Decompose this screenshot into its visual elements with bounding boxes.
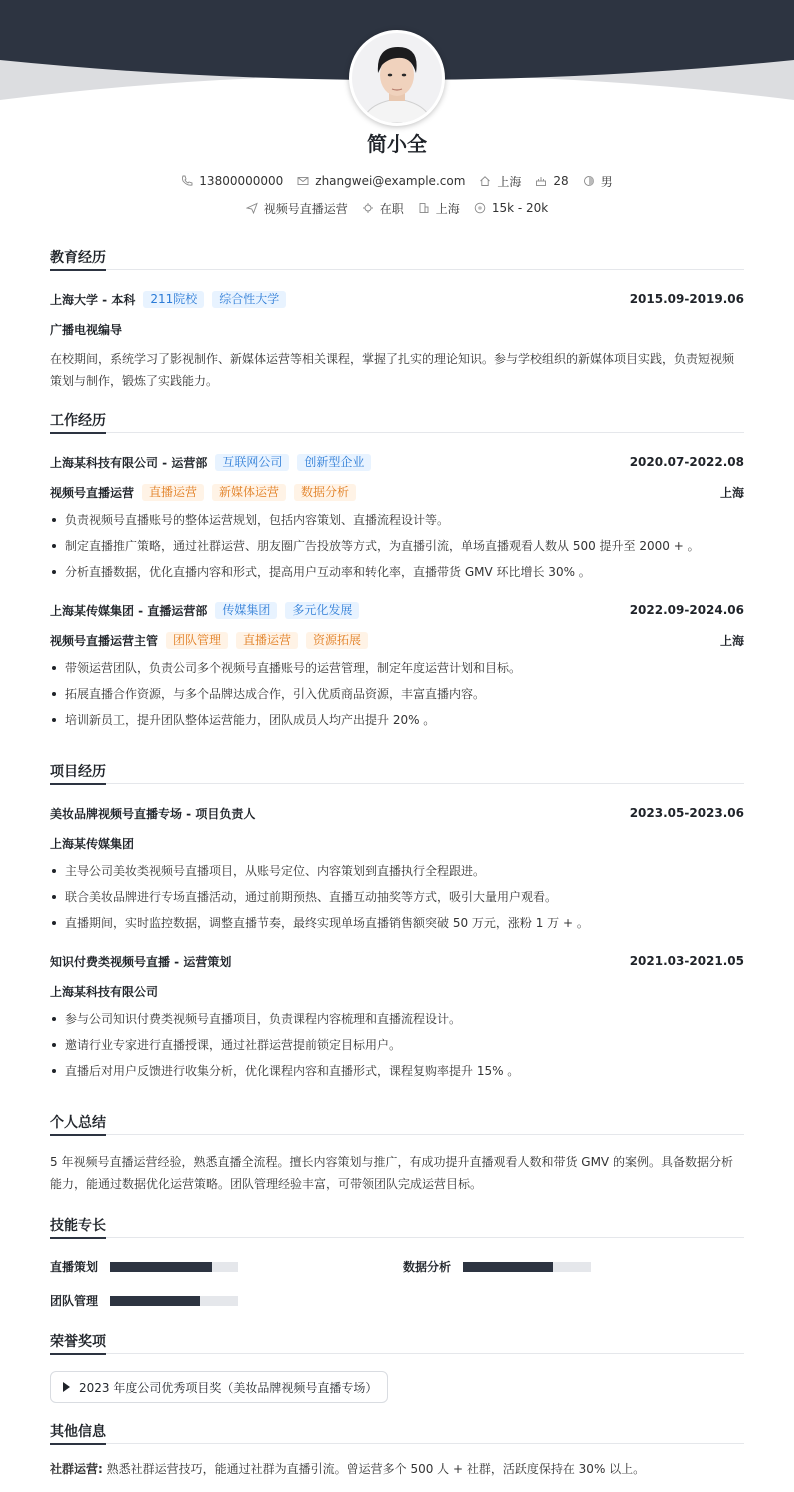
- avatar: [349, 30, 445, 126]
- section-title: 项目经历: [50, 762, 744, 784]
- education-description: 在校期间，系统学习了影视制作、新媒体运营等相关课程，掌握了扎实的理论知识。参与学校组织的新媒体项目实践，负责短视频策划与制作，锻炼了实践能力。: [50, 352, 735, 388]
- list-item: 拓展直播合作资源，与多个品牌达成合作，引入优质商品资源，丰富直播内容。: [50, 681, 744, 707]
- skill-bar: [463, 1262, 591, 1272]
- project-bullets: [50, 1006, 744, 1084]
- role-tag: 新媒体运营: [212, 484, 286, 501]
- intent-position: [246, 199, 348, 217]
- work-bullets: [50, 507, 744, 585]
- other-section: [50, 1422, 744, 1480]
- work-role-row: [50, 625, 744, 655]
- role-tag: 数据分析: [294, 484, 356, 501]
- cake-icon: [535, 175, 547, 187]
- candidate-name: 简小全: [367, 132, 427, 156]
- section-title: 其他信息: [50, 1422, 744, 1444]
- project-item: [50, 798, 744, 936]
- award-item[interactable]: [50, 1371, 388, 1403]
- education-section: [50, 248, 744, 392]
- work-role-row: [50, 477, 744, 507]
- avatar-portrait-icon: [352, 33, 442, 123]
- intent-status: [362, 199, 404, 217]
- building-icon: [418, 202, 430, 214]
- list-item: 负责视频号直播账号的整体运营规划，包括内容策划、直播流程设计等。: [50, 507, 744, 533]
- list-item: 联合美妆品牌进行专场直播活动，通过前期预热、直播互动抽奖等方式，吸引大量用户观看。: [50, 884, 744, 910]
- project-org-row: [50, 828, 744, 858]
- phone-icon: [181, 175, 193, 187]
- contact-location: [479, 172, 521, 190]
- status-icon: [362, 202, 374, 214]
- list-item: 培训新员工，提升团队整体运营能力，团队成员人均产出提升 20% 。: [50, 707, 744, 733]
- work-location: 上海: [719, 633, 744, 648]
- other-text: 熟悉社群运营技巧，能通过社群为直播引流。曾运营多个 500 人 + 社群，活跃度保持在 30% 以上。: [106, 1462, 646, 1476]
- mail-icon: [297, 175, 309, 187]
- work-date: 2022.09-2024.06: [629, 603, 744, 617]
- skills-section: [50, 1216, 744, 1238]
- award-text: 2023 年度公司优秀项目奖（美妆品牌视频号直播专场）: [79, 1380, 378, 1395]
- summary-section: [50, 1113, 744, 1195]
- other-text-row: [50, 1458, 744, 1480]
- section-title: 荣誉奖项: [50, 1332, 744, 1354]
- list-item: 分析直播数据，优化直播内容和形式，提高用户互动率和转化率，直播带货 GMV 环比增长 30% 。: [50, 559, 744, 585]
- company-tag: 传媒集团: [215, 602, 277, 619]
- role-name: 视频号直播运营主管: [50, 633, 159, 648]
- position-text: 视频号直播运营: [263, 201, 348, 216]
- expand-triangle-icon[interactable]: [63, 1382, 70, 1392]
- intent-salary: [474, 199, 548, 217]
- school-tag: 综合性大学: [212, 291, 286, 308]
- skill-name: 直播策划: [50, 1260, 99, 1274]
- city-text: 上海: [435, 201, 460, 216]
- skill-bar-fill: [110, 1262, 212, 1272]
- work-location: 上海: [719, 485, 744, 500]
- role-tag: 团队管理: [166, 632, 228, 649]
- project-header: [50, 798, 744, 828]
- job-intent-row: [0, 199, 794, 217]
- project-header: [50, 946, 744, 976]
- education-date: 2015.09-2019.06: [629, 292, 744, 306]
- work-item: [50, 595, 744, 733]
- skill-bar: [110, 1296, 238, 1306]
- other-label: 社群运营:: [50, 1462, 103, 1476]
- gender-text: 男: [600, 174, 613, 189]
- work-item: [50, 447, 744, 585]
- list-item: 邀请行业专家进行直播授课，通过社群运营提前锁定目标用户。: [50, 1032, 744, 1058]
- education-header: [50, 284, 744, 314]
- role-name: 视频号直播运营: [50, 485, 135, 500]
- contact-phone: [181, 172, 283, 190]
- project-name: 知识付费类视频号直播 - 运营策划: [50, 954, 232, 969]
- summary-text: 5 年视频号直播运营经验，熟悉直播全流程。擅长内容策划与推广，有成功提升直播观看人数和带货 GMV 的案例。具备数据分析能力，能通过数据优化运营策略。团队管理经验丰富，可带领团队完成运营目标。: [50, 1155, 733, 1191]
- work-bullets: [50, 655, 744, 733]
- skill-bar-fill: [110, 1296, 200, 1306]
- work-section: [50, 411, 744, 733]
- list-item: 直播期间，实时监控数据，调整直播节奏，最终实现单场直播销售额突破 50 万元，涨粉 1 万 + 。: [50, 910, 744, 936]
- company-tag: 创新型企业: [297, 454, 371, 471]
- projects-section: [50, 762, 744, 1084]
- project-date: 2023.05-2023.06: [629, 806, 744, 820]
- skill-name: 数据分析: [403, 1260, 452, 1274]
- skill-name: 团队管理: [50, 1294, 99, 1308]
- age-text: 28: [553, 174, 569, 188]
- section-title: 工作经历: [50, 411, 744, 433]
- skill-bar-fill: [463, 1262, 553, 1272]
- location-text: 上海: [497, 174, 522, 189]
- phone-text: 13800000000: [199, 174, 284, 188]
- home-icon: [479, 175, 491, 187]
- role-tag: 直播运营: [236, 632, 298, 649]
- company-name: 上海某传媒集团 - 直播运营部: [50, 603, 208, 618]
- section-title: 教育经历: [50, 248, 744, 270]
- gender-icon: [583, 175, 595, 187]
- list-item: 带领运营团队，负责公司多个视频号直播账号的运营管理，制定年度运营计划和目标。: [50, 655, 744, 681]
- project-date: 2021.03-2021.05: [629, 954, 744, 968]
- project-bullets: [50, 858, 744, 936]
- project-item: [50, 946, 744, 1084]
- work-company-row: [50, 595, 744, 625]
- section-title: 个人总结: [50, 1113, 744, 1135]
- contact-email: [297, 172, 465, 190]
- salary-text: 15k - 20k: [491, 201, 549, 215]
- project-org: 上海某科技有限公司: [50, 984, 159, 999]
- honors-section: [50, 1332, 744, 1354]
- work-company-row: [50, 447, 744, 477]
- contact-age: [535, 172, 568, 190]
- education-major-row: [50, 314, 744, 344]
- major-name: 广播电视编导: [50, 322, 123, 337]
- list-item: 直播后对用户反馈进行收集分析，优化课程内容和直播形式，课程复购率提升 15% 。: [50, 1058, 744, 1084]
- project-org: 上海某传媒集团: [50, 836, 135, 851]
- email-text: zhangwei@example.com: [315, 174, 466, 188]
- send-icon: [246, 202, 258, 214]
- work-date: 2020.07-2022.08: [629, 455, 744, 469]
- section-title: 技能专长: [50, 1216, 744, 1238]
- role-tag: 资源拓展: [306, 632, 368, 649]
- skill-item: [403, 1258, 591, 1275]
- contact-row: [0, 172, 794, 190]
- list-item: 参与公司知识付费类视频号直播项目，负责课程内容梳理和直播流程设计。: [50, 1006, 744, 1032]
- list-item: 制定直播推广策略，通过社群运营、朋友圈广告投放等方式，为直播引流，单场直播观看人数从 500 提升至 2000 + 。: [50, 533, 744, 559]
- school-name: 上海大学 - 本科: [50, 292, 136, 307]
- company-tag: 互联网公司: [215, 454, 289, 471]
- skill-bar: [110, 1262, 238, 1272]
- coin-icon: [474, 202, 486, 214]
- school-tag: 211院校: [143, 291, 204, 308]
- list-item: 主导公司美妆类视频号直播项目，从账号定位、内容策划到直播执行全程跟进。: [50, 858, 744, 884]
- skill-item: [50, 1258, 238, 1275]
- contact-gender: [583, 172, 613, 190]
- role-tag: 直播运营: [142, 484, 204, 501]
- project-name: 美妆品牌视频号直播专场 - 项目负责人: [50, 806, 256, 821]
- company-name: 上海某科技有限公司 - 运营部: [50, 455, 208, 470]
- skill-item: [50, 1292, 238, 1309]
- project-org-row: [50, 976, 744, 1006]
- company-tag: 多元化发展: [285, 602, 359, 619]
- intent-city: [418, 199, 460, 217]
- status-text: 在职: [379, 201, 404, 216]
